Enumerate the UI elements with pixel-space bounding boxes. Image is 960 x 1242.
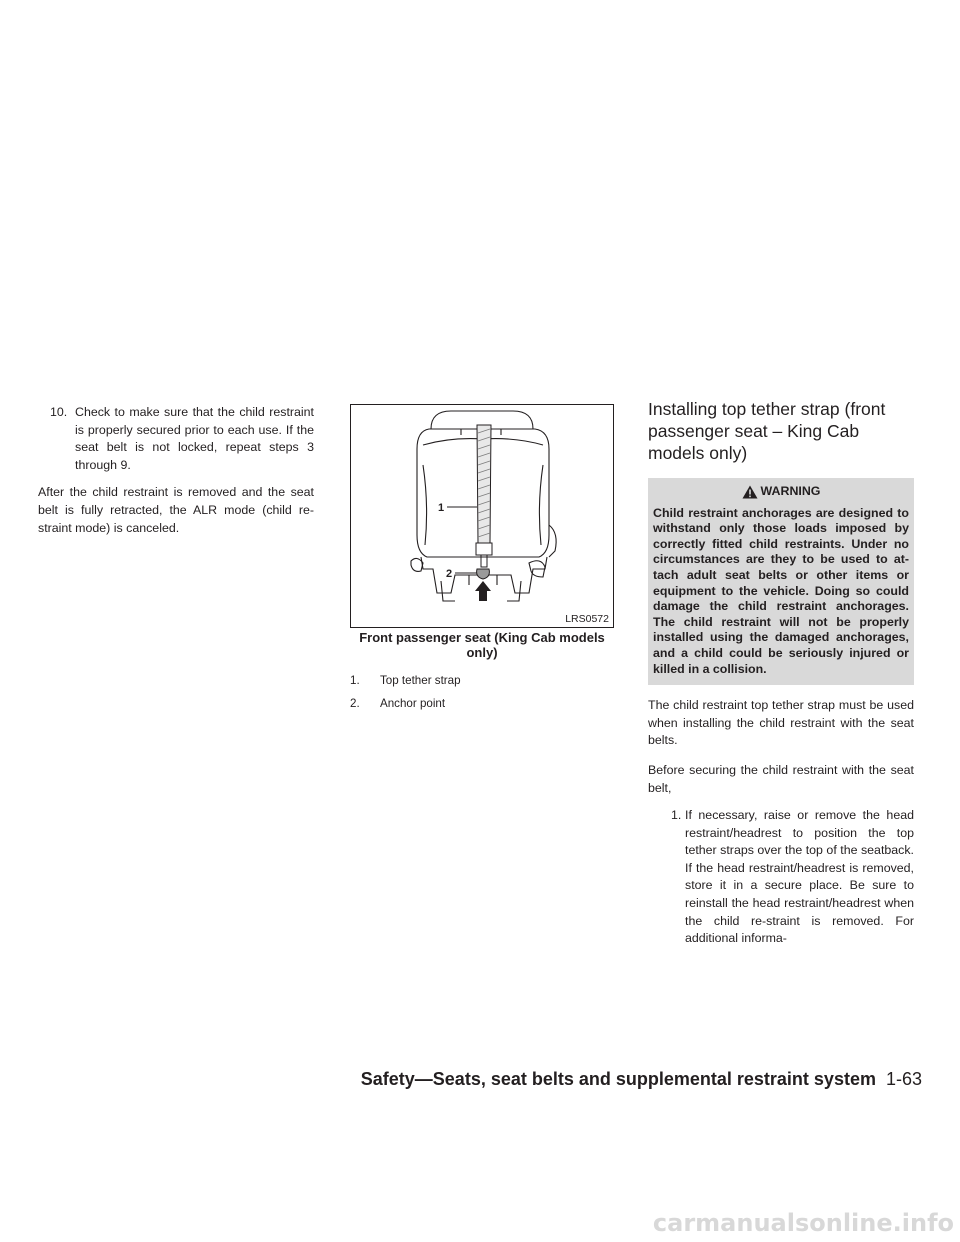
section-heading: Installing top tether strap (front passenger seat – King Cab models only) (648, 399, 886, 463)
alr-cancel-paragraph: After the child restraint is removed and the seat belt is fully retracted, the ALR mode (child re-straint mode) is canceled. (38, 485, 314, 535)
right-column (648, 399, 914, 948)
watermark: carmanualsonline.info (652, 1209, 954, 1237)
tether-required-paragraph: The child restraint top tether strap must be used when installing the child restraint with the seat belts. (648, 698, 914, 748)
step-1 (648, 807, 914, 948)
before-securing-paragraph: Before securing the child restraint with the seat belt, (648, 762, 914, 795)
figure-column (350, 404, 614, 720)
step-10 (38, 404, 314, 474)
legend-text: Top tether strap (380, 674, 461, 687)
figure-legend (350, 674, 614, 711)
legend-item (350, 674, 614, 688)
callout-2: 2 (446, 568, 453, 580)
figure-code: LRS0572 (565, 613, 609, 625)
warning-title: WARNING (760, 484, 821, 498)
left-column (38, 404, 314, 537)
seat-back-drawing (351, 405, 613, 627)
legend-number: 1. (350, 674, 360, 687)
page-footer (361, 1069, 922, 1089)
seat-illustration (350, 404, 614, 628)
step-number: 10. (50, 405, 68, 419)
warning-title-row (653, 484, 909, 500)
legend-text: Anchor point (380, 697, 446, 710)
footer-section-title: Safety—Seats, seat belts and supplemental restraint system (360, 1069, 876, 1089)
warning-body: Child restraint anchorages are designed to withstand only those loads imposed by correctly fitted child restraints. Under no circumstances are they to be used to at-tach adult seat belts or other items or equipment to the vehicle. Doing so could damage the child restraint anchorages. The child restraint will not be properly installed using the damaged anchorages, and a child could be seriously injured or killed in a collision. (653, 505, 909, 676)
step-text: Check to make sure that the child restraint is properly secured prior to each use. If the seat belt is not locked, repeat steps 3 through 9. (75, 405, 314, 472)
step-number: 1. (671, 808, 682, 823)
callout-1: 1 (438, 502, 445, 514)
step-text: If necessary, raise or remove the head restraint/headrest to position the top tether straps over the top of the seatback. If the head restraint/headrest is removed, store it in a secure place. Be sure to reinstall the head restraint/headrest when the child re-straint is removed. For additional informa- (685, 808, 914, 946)
legend-item (350, 697, 614, 711)
figure-caption: Front passenger seat (King Cab models only) (359, 630, 605, 660)
legend-number: 2. (350, 697, 360, 710)
warning-box (648, 478, 914, 685)
page-number: 1-63 (885, 1069, 922, 1089)
warning-triangle-icon (742, 485, 758, 499)
